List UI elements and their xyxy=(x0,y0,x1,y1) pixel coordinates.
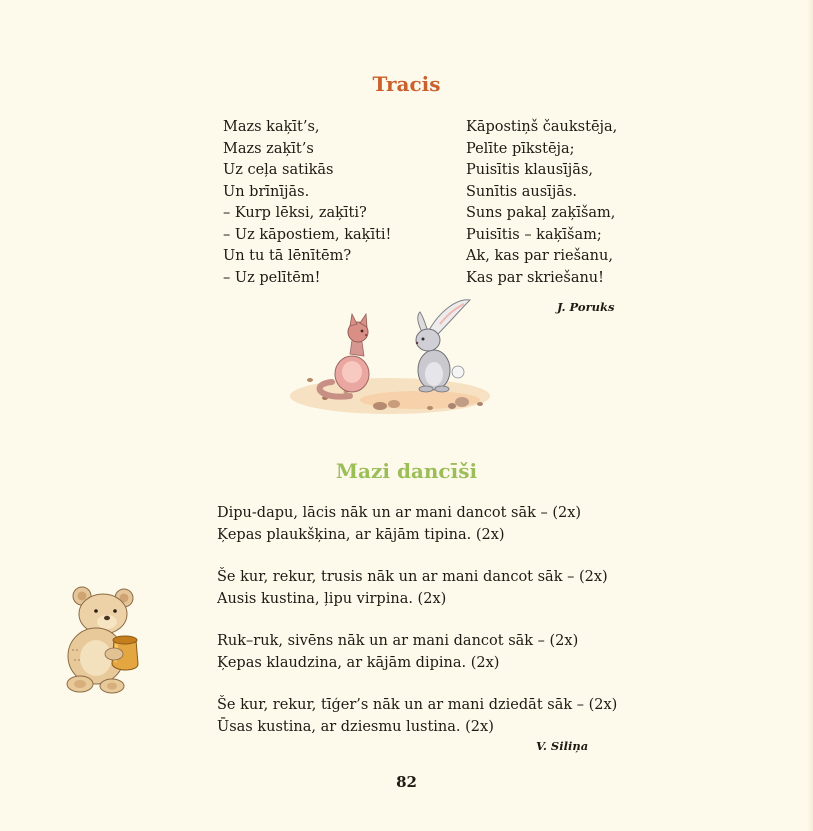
cat-and-rabbit-illustration xyxy=(290,296,500,424)
verse-line: Dipu-dapu, lācis nāk un ar mani dancot sāk – (2x) xyxy=(217,505,582,521)
verse-line: – Uz pelītēm! xyxy=(223,269,321,286)
poem-title-mazi-dancisi: Mazi dancīši xyxy=(335,459,478,483)
verse-line: Mazs kaķīt’s, xyxy=(223,119,320,135)
stanza xyxy=(217,630,617,674)
verse-line: Ausis kustina, ļipu virpina. (2x) xyxy=(217,591,447,607)
verse-line: – Kurp lēksi, zaķīti? xyxy=(223,205,367,221)
verse-line: Še kur, rekur, trusis nāk un ar mani dancot sāk – (2x) xyxy=(217,569,608,585)
bear-with-honey-pot-illustration xyxy=(52,584,144,696)
poem-title-tracis: Tracis xyxy=(372,72,441,96)
verse-line: Sunītis ausījās. xyxy=(466,183,578,200)
poem-mazi-dancisi-body xyxy=(217,502,617,758)
verse-line: Ķepas klaudzina, ar kājām dipina. (2x) xyxy=(217,655,500,671)
verse-line: Pelīte pīkstēja; xyxy=(466,140,575,157)
verse-line: Še kur, rekur, tīģer’s nāk un ar mani dziedāt sāk – (2x) xyxy=(217,697,618,713)
verse-line: Kāpostiņš čaukstēja, xyxy=(466,119,618,135)
verse-line: Un tu tā lēnītēm? xyxy=(223,248,352,264)
poem-tracis-right-column xyxy=(466,117,617,289)
verse-line: Uz ceļa satikās xyxy=(223,162,334,178)
stanza xyxy=(217,566,617,610)
verse-line: Ķepas plaukšķina, ar kājām tipina. (2x) xyxy=(217,527,505,543)
poem-mazi-dancisi-author: V. Siliņa xyxy=(536,739,589,753)
verse-line: Mazs zaķīt’s xyxy=(223,140,314,157)
verse-line: Ruk–ruk, sivēns nāk un ar mani dancot sāk – (2x) xyxy=(217,633,579,649)
page-edge xyxy=(807,0,813,831)
verse-line: Puisītis – kaķīšam; xyxy=(466,226,602,243)
page-number: 82 xyxy=(396,773,417,791)
verse-line: Suns pakaļ zaķīšam, xyxy=(466,205,616,221)
poem-tracis-left-column xyxy=(223,117,391,289)
stanza xyxy=(217,694,617,738)
verse-line: Ūsas kustina, ar dziesmu lustina. (2x) xyxy=(217,719,494,735)
stanza xyxy=(217,502,617,546)
poem-tracis-author: J. Poruks xyxy=(557,300,615,314)
verse-line: – Uz kāpostiem, kaķīti! xyxy=(223,226,392,243)
verse-line: Ak, kas par riešanu, xyxy=(466,248,613,264)
verse-line: Kas par skriešanu! xyxy=(466,269,604,286)
verse-line: Un brīnījās. xyxy=(223,183,310,200)
verse-line: Puisītis klausījās, xyxy=(466,162,594,178)
